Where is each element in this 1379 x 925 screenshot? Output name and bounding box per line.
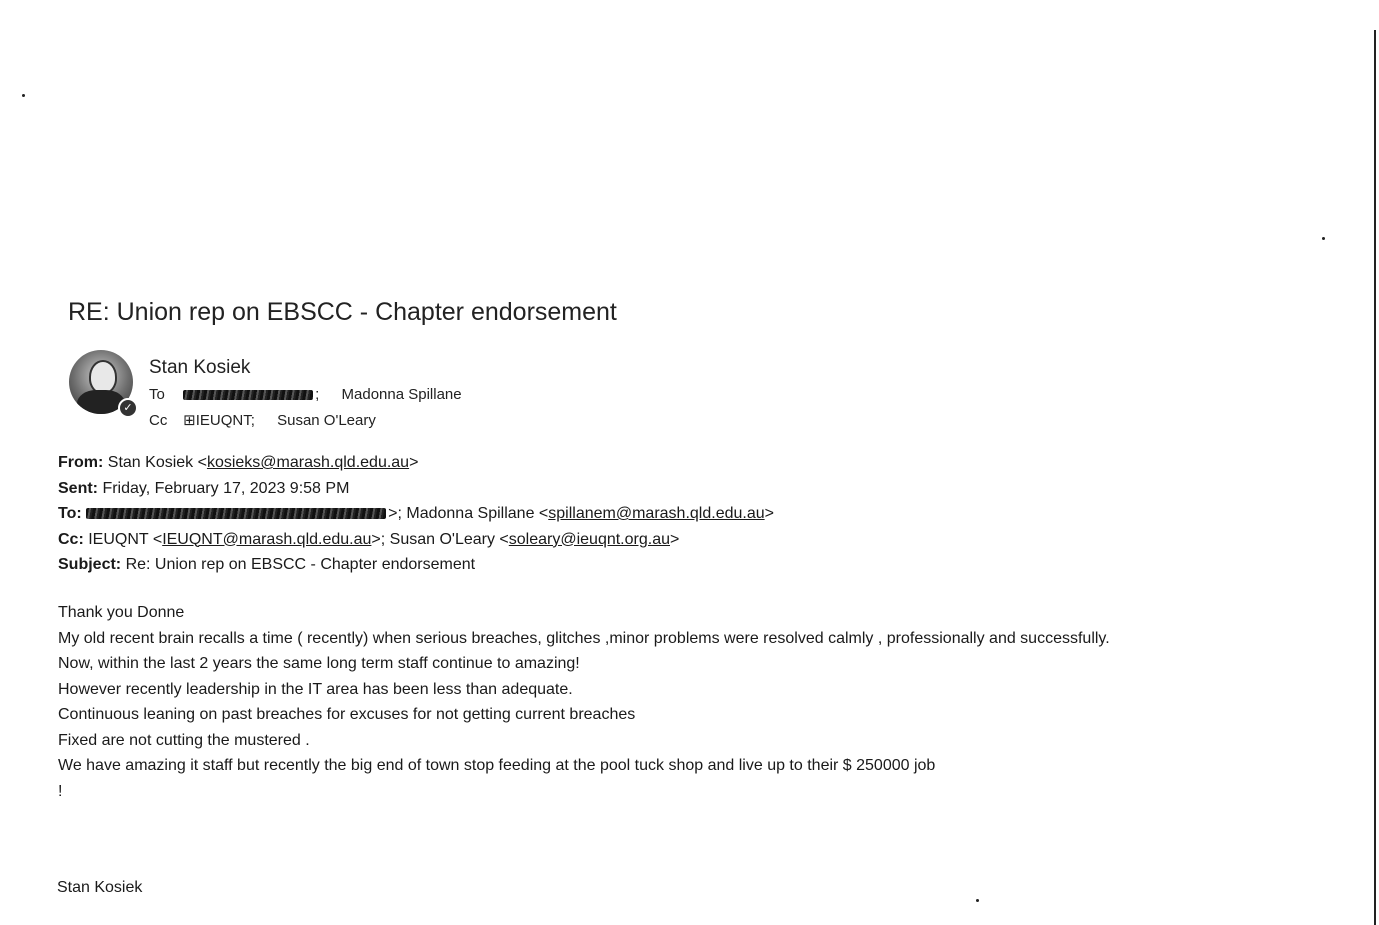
cc-recipient-susan[interactable]: Susan O'Leary: [277, 412, 376, 429]
to-email-link[interactable]: spillanem@marash.qld.edu.au: [548, 505, 765, 522]
cc-email1-link[interactable]: IEUQNT@marash.qld.edu.au: [162, 530, 372, 548]
avatar-face: [89, 360, 117, 394]
cc-close: >: [670, 530, 680, 548]
cc-email2-link[interactable]: soleary@ieuqnt.org.au: [508, 530, 670, 548]
body-line: However recently leadership in the IT area has been less than adequate.: [58, 680, 573, 698]
body-line: Fixed are not cutting the mustered .: [58, 731, 310, 749]
header-subject-row: [58, 552, 774, 578]
header-to-row: [58, 501, 774, 527]
to-key: To:: [58, 505, 82, 522]
scan-speck: [1322, 237, 1325, 240]
email-signature: Stan Kosiek: [57, 879, 143, 896]
redacted-recipient: [183, 390, 313, 400]
body-line: Thank you Donne: [58, 604, 185, 621]
header-cc-row: [58, 527, 774, 553]
cc-recipients-line: [149, 411, 376, 429]
from-key: From:: [58, 454, 104, 471]
header-from-row: [58, 450, 774, 476]
to-recipients-line: [149, 386, 462, 403]
cc-key: Cc:: [58, 530, 84, 548]
to-label: To: [149, 386, 165, 403]
email-body: [58, 600, 1110, 804]
subject-key: Subject:: [58, 556, 122, 573]
from-close: >: [409, 454, 419, 471]
from-email-link[interactable]: kosieks@marash.qld.edu.au: [206, 454, 410, 471]
cc-name1: IEUQNT <: [88, 530, 163, 548]
sent-value: Friday, February 17, 2023 9:58 PM: [102, 479, 350, 497]
to-recipient-madonna[interactable]: Madonna Spillane: [341, 386, 462, 403]
header-sent-row: [58, 476, 774, 502]
body-line: My old recent brain recalls a time ( recently) when serious breaches, glitches ,minor problems were resolved calmly , professionally and successfully.: [58, 629, 1110, 647]
cc-mid: >; Susan O'Leary <: [371, 530, 509, 548]
sender-name[interactable]: Stan Kosiek: [149, 357, 251, 378]
to-close: >: [764, 505, 774, 522]
scan-speck: [976, 899, 979, 902]
body-line: !: [58, 782, 63, 800]
body-line: We have amazing it staff but recently the big end of town stop feeding at the pool tuck shop and live up to their $ 250000 job: [58, 757, 936, 774]
forwarded-headers: [58, 450, 774, 578]
email-subject-title: RE: Union rep on EBSCC - Chapter endorsement: [68, 298, 617, 326]
scan-speck: [22, 94, 25, 97]
body-line: Continuous leaning on past breaches for excuses for not getting current breaches: [58, 706, 636, 723]
redacted-recipient-email: [86, 508, 386, 519]
body-line: Now, within the last 2 years the same long term staff continue to amazing!: [58, 655, 580, 672]
to-after-redaction: >; Madonna Spillane <: [388, 505, 549, 522]
page-edge-line: [1374, 30, 1376, 925]
recipient-separator: ;: [315, 386, 320, 403]
from-name: Stan Kosiek <: [107, 454, 207, 471]
cc-label: Cc: [149, 412, 168, 429]
verified-badge-icon: ✓: [118, 398, 138, 418]
cc-group-ieuqnt[interactable]: ⊞IEUQNT;: [183, 412, 255, 429]
subject-value: Re: Union rep on EBSCC - Chapter endorsement: [125, 556, 476, 573]
sent-key: Sent:: [58, 479, 98, 497]
